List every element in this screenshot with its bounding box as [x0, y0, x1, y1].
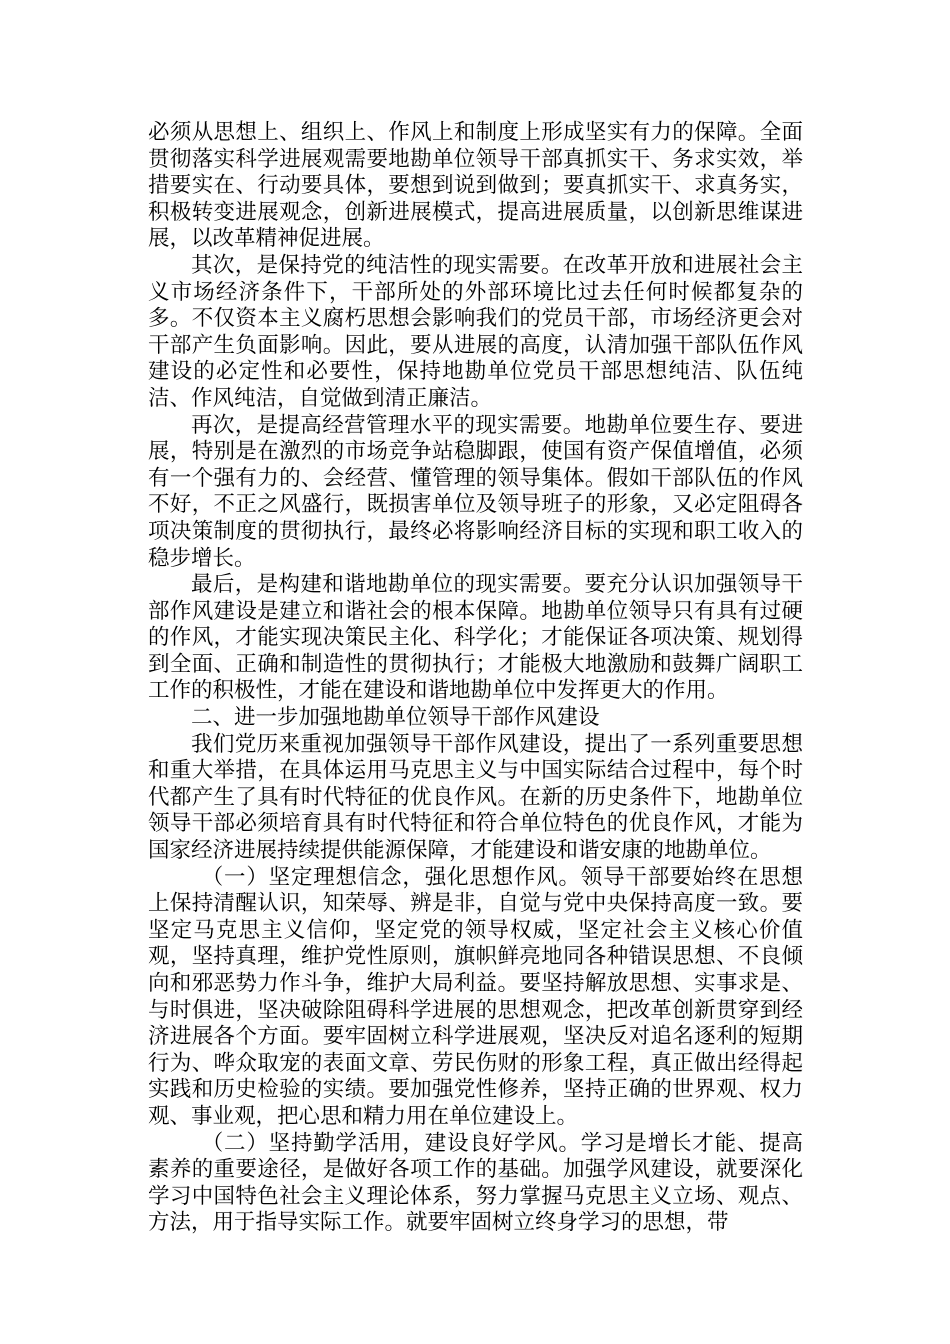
paragraph-item-two: （二）坚持勤学活用，建设良好学风。学习是增长才能、提高素养的重要途径，是做好各项工作的基础。加强学风建设，就要深化学习中国特色社会主义理论体系，努力掌握马克思主义立场、观点、方法，用于指导实际工作。就要牢固树立终身学习的思想，带: [148, 1130, 803, 1236]
paragraph-party-tradition: 我们党历来重视加强领导干部作风建设，提出了一系列重要思想和重大举措，在具体运用马克思主义与中国实际结合过程中，每个时代都产生了具有时代特征的优良作风。在新的历史条件下，地勘单位领导干部必须培育具有时代特征和符合单位特色的优良作风，才能为国家经济进展持续提供能源保障，才能建设和谐安康的地勘单位。: [148, 731, 803, 864]
section-heading-two: 二、进一步加强地勘单位领导干部作风建设: [191, 705, 600, 731]
paragraph-harmonious-unit: 最后，是构建和谐地勘单位的现实需要。要充分认识加强领导干部作风建设是建立和谐社会的根本保障。地勘单位领导只有具有过硬的作风，才能实现决策民主化、科学化；才能保证各项决策、规划得到全面、正确和制造性的贯彻执行；才能极大地激励和鼓舞广阔职工工作的积极性，才能在建设和谐地勘单位中发挥更大的作用。: [148, 572, 803, 704]
paragraph-party-purity: 其次，是保持党的纯洁性的现实需要。在改革开放和进展社会主义市场经济条件下，干部所处的外部环境比过去任何时候都复杂的多。不仅资本主义腐朽思想会影响我们的党员干部，市场经济更会对干部产生负面影响。因此，要从进展的高度，认清加强干部队伍作风建设的必定性和必要性，保持地勘单位党员干部思想纯洁、队伍纯洁、作风纯洁，自觉做到清正廉洁。: [148, 252, 803, 411]
document-body: [148, 120, 803, 1237]
paragraph-management-level: 再次，是提高经营管理水平的现实需要。地勘单位要生存、要进展，特别是在激烈的市场竞争站稳脚跟，使国有资产保值增值，必须有一个强有力的、会经营、懂管理的领导集体。假如干部队伍的作风不好，不正之风盛行，既损害单位及领导班子的形象，又必定阻碍各项决策制度的贯彻执行，最终必将影响经济目标的实现和职工收入的稳步增长。: [148, 412, 803, 571]
paragraph-item-one: （一）坚定理想信念，强化思想作风。领导干部要始终在思想上保持清醒认识，知荣辱、辨是非，自觉与党中央保持高度一致。要坚定马克思主义信仰，坚定党的领导权威，坚定社会主义核心价值观，坚持真理，维护党性原则，旗帜鲜亮地同各种错误思想、不良倾向和邪恶势力作斗争，维护大局利益。要坚持解放思想、实事求是、与时俱进，坚决破除阻碍科学进展的思想观念，把改革创新贯穿到经济进展各个方面。要牢固树立科学进展观，坚决反对追名逐利的短期行为、哗众取宠的表面文章、劳民伤财的形象工程，真正做出经得起实践和历史检验的实绩。要加强党性修养，坚持正确的世界观、权力观、事业观，把心思和精力用在单位建设上。: [148, 864, 803, 1129]
paragraph-continuation: 必须从思想上、组织上、作风上和制度上形成坚实有力的保障。全面贯彻落实科学进展观需要地勘单位领导干部真抓实干、务求实效，举措要实在、行动要具体，要想到说到做到；要真抓实干、求真务实，积极转变进展观念，创新进展模式，提高进展质量，以创新思维谋进展，以改革精神促进展。: [148, 120, 803, 252]
